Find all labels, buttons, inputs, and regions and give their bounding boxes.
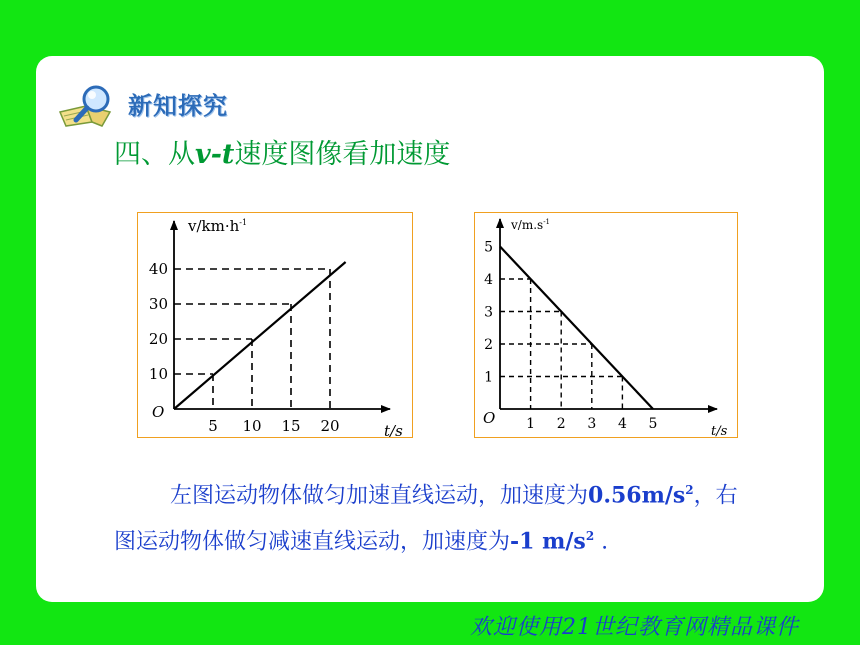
chart-right-ytick-4: 5	[484, 239, 493, 256]
explanation-part2: ，右图运动物体做匀减速直线运动，加速度为	[114, 483, 738, 555]
acceleration-value-2: -1 m/s	[510, 528, 586, 555]
chart-left-xtick-1: 10	[242, 417, 262, 435]
chart-right-xtick-0: 1	[526, 416, 536, 432]
chart-right-grid	[500, 279, 622, 409]
chart-right-xtick-4: 5	[648, 416, 658, 432]
chart-left-xtick-2: 15	[281, 417, 301, 435]
chart-left-xtick-3: 20	[320, 417, 340, 435]
chart-left-origin: O	[152, 403, 165, 421]
explanation-part1: 左图运动物体做匀加速直线运动，加速度为	[170, 483, 589, 509]
chart-right-svg	[475, 213, 737, 437]
chart-right-xtick-1: 2	[556, 416, 566, 432]
footer-banner: 欢迎使用21世纪教育网精品课件	[470, 615, 799, 640]
explanation-end: .	[594, 529, 609, 555]
acceleration-sup-2: 2	[585, 529, 595, 544]
chart-left-xtick-0: 5	[208, 417, 218, 435]
chart-right-ytick-1: 2	[484, 337, 493, 353]
chart-right-ticks	[484, 240, 657, 433]
chart-left-svg	[138, 213, 412, 437]
chart-right-xtick-2: 3	[587, 416, 597, 432]
chart-right-origin: O	[483, 409, 496, 427]
acceleration-value-1: 0.56m/s	[588, 482, 686, 509]
chart-right-ytick-3: 4	[484, 272, 493, 288]
section-title-vt: v-t	[195, 139, 235, 170]
chart-right-xlabel: t/s	[711, 424, 728, 437]
chart-left-ylabel: $v/km\cdot h^{-1}$	[188, 217, 248, 235]
chart-right-series-line	[500, 247, 653, 410]
chart-right-ytick-0: 1	[484, 369, 493, 386]
chart-left-ytick-0: 10	[148, 365, 168, 383]
chart-right-ytick-2: 3	[484, 304, 493, 321]
chart-left-ytick-2: 30	[148, 295, 168, 313]
chart-left-series-line	[174, 262, 346, 409]
explanation-paragraph	[114, 470, 742, 563]
chart-left-ytick-1: 20	[148, 330, 168, 348]
section-title	[114, 132, 450, 171]
chart-right-xtick-3: 4	[617, 416, 627, 432]
section-title-suffix: 速度图像看加速度	[234, 139, 451, 170]
chart-right-frame	[474, 212, 738, 438]
chart-left-frame	[137, 212, 413, 438]
acceleration-sup-1: 2	[685, 483, 694, 497]
section-title-prefix: 四、从	[114, 139, 195, 170]
magnifier-book-icon	[56, 82, 122, 128]
chart-left-ytick-3: 40	[148, 260, 168, 278]
header-title: 新知探究	[128, 92, 228, 120]
chart-left-xlabel: t/s	[384, 422, 403, 437]
chart-right-ylabel: $v/m.s^{-1}$	[511, 218, 551, 232]
